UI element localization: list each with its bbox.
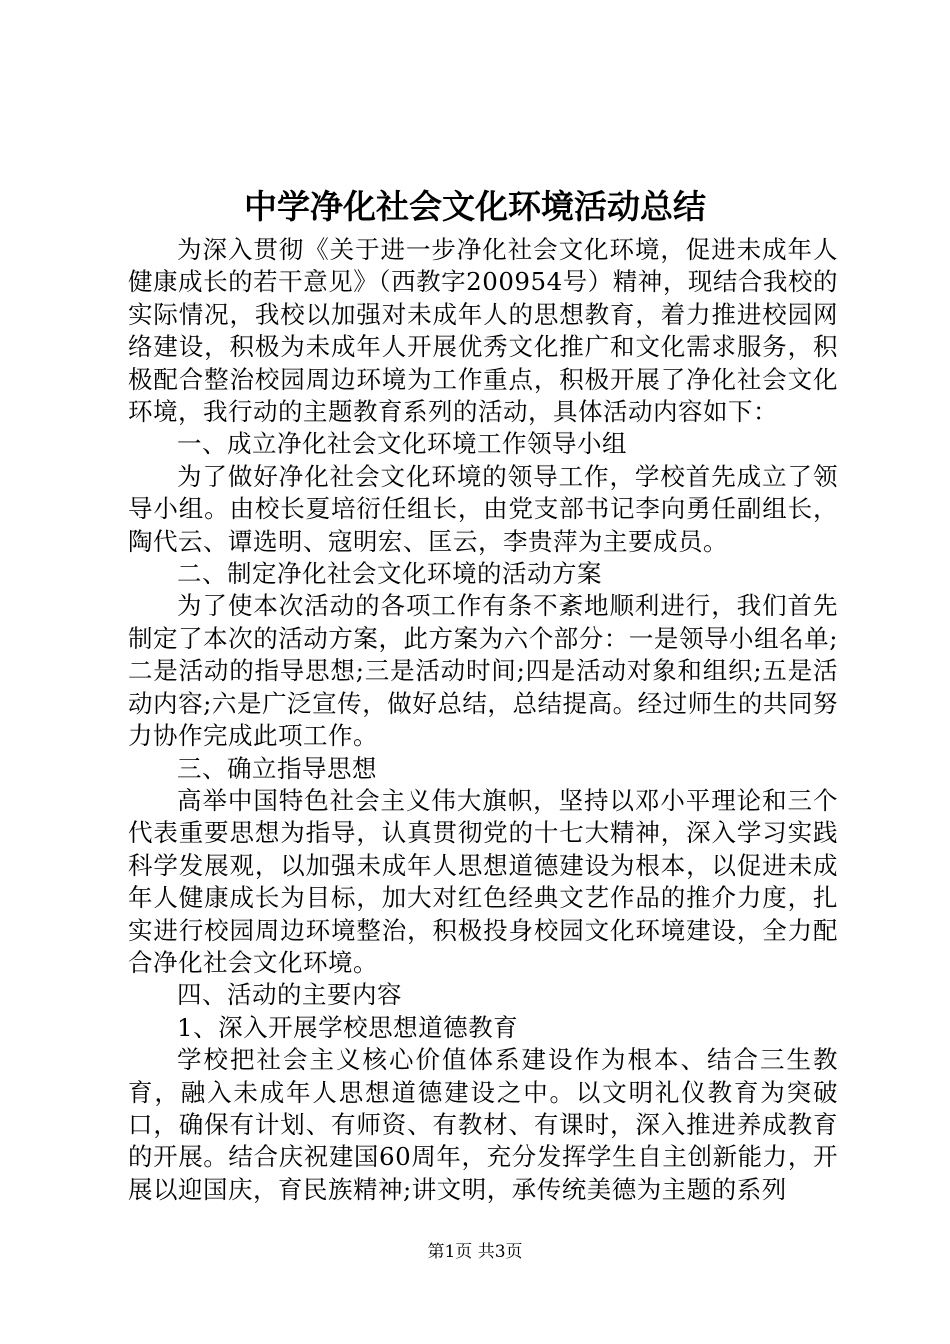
document-body	[128, 234, 838, 1206]
intro-paragraph: 为深入贯彻《关于进一步净化社会文化环境，促进未成年人健康成长的若干意见》（西教字200954号）精神，现结合我校的实际情况，我校以加强对未成年人的思想教育，着力推进校园网络建设，积极为未成年人开展优秀文化推广和文化需求服务，积极配合整治校园周边环境为工作重点，积极开展了净化社会文化环境，我行动的主题教育系列的活动，具体活动内容如下：	[128, 235, 838, 427]
section-heading-4: 四、活动的主要内容	[177, 980, 402, 1010]
section-paragraph-4-1: 学校把社会主义核心价值体系建设作为根本、结合三生教育，融入未成年人思想道德建设之中。以文明礼仪教育为突破口，确保有计划、有师资、有教材、有课时，深入推进养成教育的开展。结合庆祝建国60周年，充分发挥学生自主创新能力，开展以迎国庆，育民族精神;讲文明，承传统美德为主题的系列	[128, 1045, 838, 1204]
subsection-heading-4-1: 1、深入开展学校思想道德教育	[177, 1012, 519, 1042]
section-paragraph-3: 高举中国特色社会主义伟大旗帜，坚持以邓小平理论和三个代表重要思想为指导，认真贯彻党的十七大精神，深入学习实践科学发展观，以加强未成年人思想道德建设为根本，以促进未成年人健康成长为目标，加大对红色经典文艺作品的推介力度，扎实进行校园周边环境整治，积极投身校园文化环境建设，全力配合净化社会文化环境。	[128, 785, 838, 977]
section-heading-3: 三、确立指导思想	[177, 753, 377, 783]
section-paragraph-2: 为了使本次活动的各项工作有条不紊地顺利进行，我们首先制定了本次的活动方案，此方案为六个部分：一是领导小组名单;二是活动的指导思想;三是活动时间;四是活动对象和组织;五是活动内容;六是广泛宣传，做好总结，总结提高。经过师生的共同努力协作完成此项工作。	[128, 591, 838, 751]
section-paragraph-1: 为了做好净化社会文化环境的领导工作，学校首先成立了领导小组。由校长夏培衍任组长，由党支部书记李向勇任副组长，陶代云、谭选明、寇明宏、匡云，李贵萍为主要成员。	[128, 461, 838, 556]
section-heading-1: 一、成立净化社会文化环境工作领导小组	[177, 429, 627, 459]
document-title: 中学净化社会文化环境活动总结	[244, 187, 706, 226]
page-footer: 第1页 共3页	[427, 1242, 523, 1262]
section-heading-2: 二、制定净化社会文化环境的活动方案	[177, 559, 602, 589]
